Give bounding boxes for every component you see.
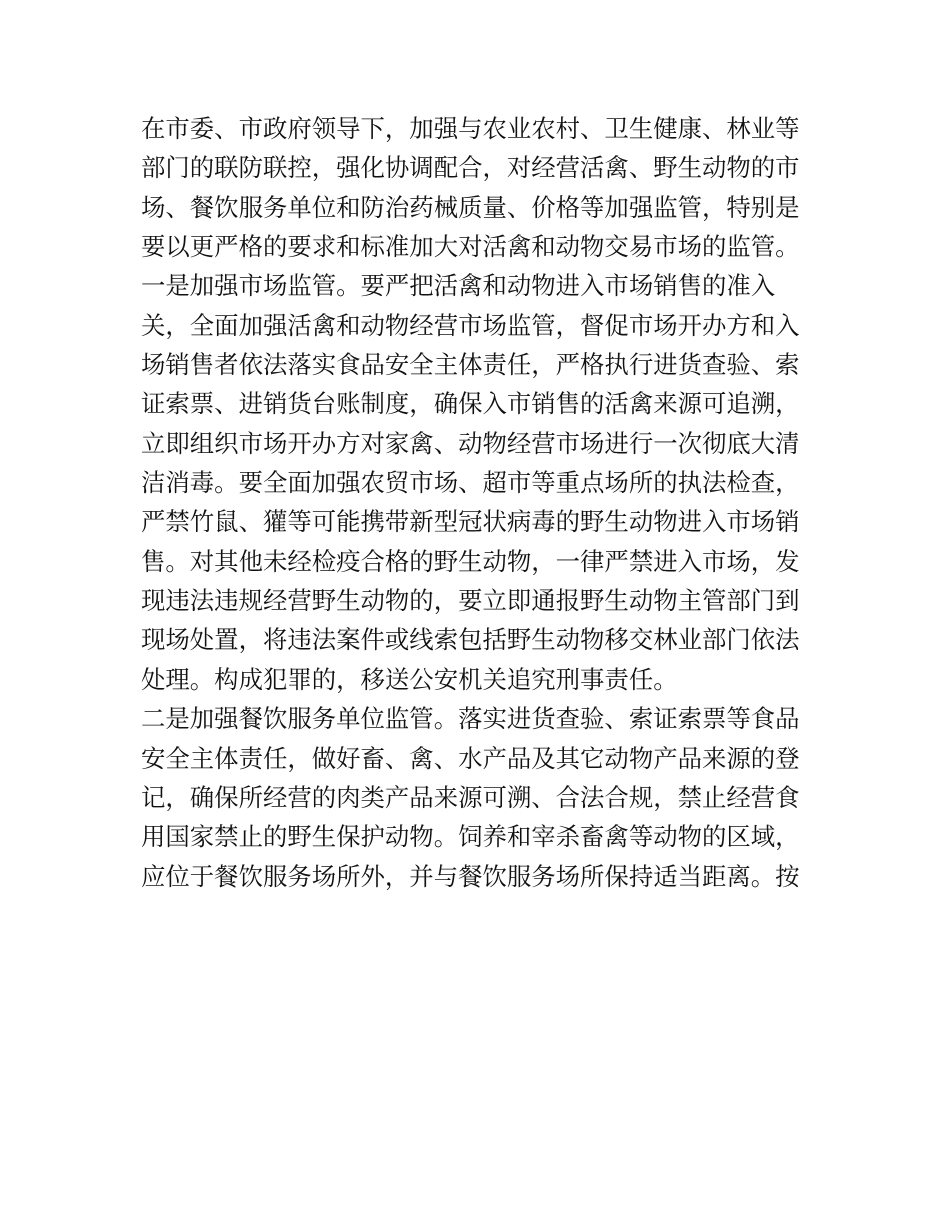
text-line: 一是加强市场监管。要严把活禽和动物进入市场销售的准入 [141, 271, 776, 301]
text-line: 要以更严格的要求和标准加大对活禽和动物交易市场的监管。 [141, 232, 800, 262]
body-text [141, 109, 821, 896]
text-line: 现场处置，将违法案件或线索包括野生动物移交林业部门依法 [141, 625, 800, 655]
text-line: 关，全面加强活禽和动物经营市场监管，督促市场开办方和入 [141, 310, 800, 340]
text-line: 部门的联防联控，强化协调配合，对经营活禽、野生动物的市 [141, 153, 800, 183]
text-line: 场、餐饮服务单位和防治药械质量、价格等加强监管，特别是 [141, 192, 800, 222]
text-line: 洁消毒。要全面加强农贸市场、超市等重点场所的执法检查， [141, 468, 800, 498]
text-line: 严禁竹鼠、獾等可能携带新型冠状病毒的野生动物进入市场销 [141, 507, 800, 537]
text-line: 证索票、进销货台账制度，确保入市销售的活禽来源可追溯， [141, 389, 800, 419]
text-line: 应位于餐饮服务场所外，并与餐饮服务场所保持适当距离。按 [141, 861, 800, 891]
text-line: 售。对其他未经检疫合格的野生动物，一律严禁进入市场，发 [141, 546, 800, 576]
text-line: 现违法违规经营野生动物的，要立即通报野生动物主管部门到 [141, 586, 800, 616]
text-line: 立即组织市场开办方对家禽、动物经营市场进行一次彻底大清 [141, 428, 800, 458]
text-line: 处理。构成犯罪的，移送公安机关追究刑事责任。 [141, 664, 678, 694]
text-line: 场销售者依法落实食品安全主体责任，严格执行进货查验、索 [141, 350, 800, 380]
text-line: 在市委、市政府领导下，加强与农业农村、卫生健康、林业等 [141, 114, 800, 143]
text-line: 安全主体责任，做好畜、禽、水产品及其它动物产品来源的登 [141, 743, 800, 773]
text-line: 记，确保所经营的肉类产品来源可溯、合法合规，禁止经营食 [141, 782, 800, 812]
text-line: 二是加强餐饮服务单位监管。落实进货查验、索证索票等食品 [141, 704, 800, 734]
text-line: 用国家禁止的野生保护动物。饲养和宰杀畜禽等动物的区域， [141, 822, 800, 852]
